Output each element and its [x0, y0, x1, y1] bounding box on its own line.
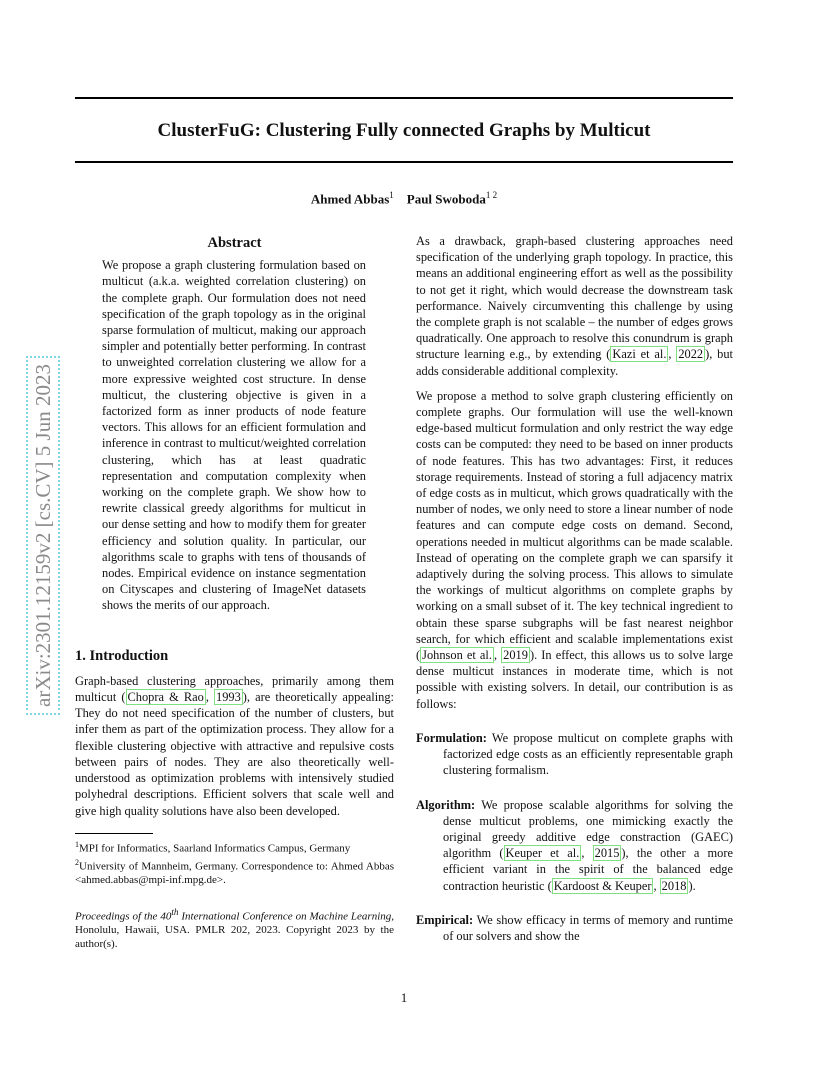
citation-year-link[interactable]: 2018: [661, 878, 687, 893]
author-name: Paul Swoboda: [406, 191, 486, 207]
page-number: 1: [400, 990, 408, 1005]
citation-year-link[interactable]: 2019: [503, 648, 528, 663]
arxiv-stamp[interactable]: arXiv:2301.12159v2 [cs.CV] 5 Jun 2023: [26, 356, 60, 715]
footnote-rule: [75, 833, 153, 834]
footnotes: [75, 833, 394, 888]
author-affiliation: 1 2: [485, 190, 498, 200]
title-rule-top: [75, 97, 733, 99]
contribution-algorithm: Algorithm: We propose scalable algorithms for solving the dense multicut problems, one mimicking exactly the original greedy additive edge constraction (GAEC) algorithm ( Keuper et al. , 2015 ), the other a more efficient variant in the spirit of the balanced edge contraction heuristic ( Kardoost & Keuper , 2018 ).: [416, 797, 733, 893]
citation-link[interactable]: Chopra & Rao: [127, 690, 204, 705]
citation-year-link[interactable]: 1993: [216, 690, 241, 705]
abstract-text: We propose a graph clustering formulation based on multicut (a.k.a. weighted correlation clustering) on the complete graph. Our formulation does not need specification of the graph topology as in the original sparse formulation of multicut, making our approach simpler and potentially better performing. In contrast to unweighted correlation clustering we allow for a more expressive weighted cost structure. In dense multicut, the clustering objective is given in a factorized form as inner products of node feature vectors. This allows for an efficient formulation and inference in contrast to multicut/weighted correlation clustering, which has at least quadratic representation and computation complexity when working on the complete graph. We show how to rewrite classical greedy algorithms for multicut in our dense setting and how to modify them for greater efficiency and solution quality. In particular, our algorithms scale to graphs with tens of thousands of nodes. Empirical evidence on instance segmentation on Cityscapes and clustering of ImageNet datasets shows the merits of our approach.: [102, 258, 366, 613]
right-column: [416, 233, 733, 944]
footnote-2: $^2$University of Mannheim, Germany. Correspondence to: Ahmed Abbas <ahmed.abbas@mpi-inf.mpg.de>.: [75, 857, 394, 887]
abstract-heading: Abstract: [207, 235, 262, 251]
body-paragraph: We propose a method to solve graph clustering efficiently on complete graphs. Our formulation will use the well-known edge-based multicut formulation and only restrict the way edge costs can be computed: they need to be based on inner products of node features. This has two advantages: First, it reduces storage requirements. Instead of storing a full adjacency matrix of edge costs as in multicut, which grows quadratically with the number of nodes, we only need to store a linear number of node features and can compute edge costs on demand. Second, operations needed in multicut algorithms can be made scalable. Instead of operating on the complete graph we can sparsify it adaptively during the solving process. This allows to simulate the workings of multicut algorithms on complete graphs by working on a small subset of it. The key technical ingredient to obtain these sparse subgraphs will be fast nearest neighbor search, for which efficient and scalable implementations exist ( Johnson et al. , 2019 ). In effect, this allows us to solve large dense multicut instances in moderate time, which is not possible with existing solvers. In detail, our contribution is as follows:: [416, 388, 733, 711]
citation-link[interactable]: Kazi et al.: [612, 347, 667, 362]
body-paragraph: As a drawback, graph-based clustering approaches need specification of the underlying graph topology. In practice, this means an additional engineering effort as well as the possibility to not get it right, which would decrease the downstream task performance. Naively circumventing this challenge by using the complete graph is not scalable – the number of edges grows quadratically. One approach to resolve this conundrum is graph structure learning e.g., by extending ( Kazi et al. , 2022 ), but adds considerable additional complexity.: [416, 234, 733, 378]
paper-title: ClusterFuG: Clustering Fully connected Graphs by Multicut: [157, 120, 651, 141]
citation-link[interactable]: Johnson et al.: [422, 648, 492, 663]
contribution-formulation: Formulation: We propose multicut on complete graphs with factorized edge costs as an efficiently representable graph clustering formalism.: [416, 730, 733, 778]
citation-year-link[interactable]: 2015: [594, 846, 620, 861]
author-list: [75, 190, 733, 207]
citation-link[interactable]: Keuper et al.: [505, 846, 580, 861]
intro-paragraph: Graph-based clustering approaches, primarily among them multicut ( Chopra & Rao , 1993 ), are theoretically appealing: They do not need specification of the number of clusters, but infer them as part of the optimization process. They allow for a flexible clustering objective with attractive and repulsive costs between pairs of nodes. They are also theoretically well-understood as optimization problems with intensively studied polyhedral descriptions. Efficient solvers that scale well and give high quality solutions have also been developed.: [75, 673, 394, 818]
footnote-1: $^1$MPI for Informatics, Saarland Informatics Campus, Germany: [75, 839, 351, 855]
citation-link[interactable]: Kardoost & Keuper: [553, 878, 652, 893]
proceedings-note: Proceedings of the 40th International Conference on Machine Learning, Honolulu, Hawaii, USA. PMLR 202, 2023. Copyright 2023 by the author(s).: [75, 906, 394, 950]
author-affiliation: 1: [389, 190, 394, 200]
citation-year-link[interactable]: 2022: [678, 347, 704, 362]
contribution-empirical: Empirical: We show efficacy in terms of memory and runtime of our solvers and show the: [416, 912, 733, 943]
title-rule-bottom: [75, 161, 733, 163]
author-name: Ahmed Abbas: [310, 191, 390, 207]
left-column: [75, 233, 394, 951]
section-heading-introduction: 1. Introduction: [75, 647, 169, 664]
